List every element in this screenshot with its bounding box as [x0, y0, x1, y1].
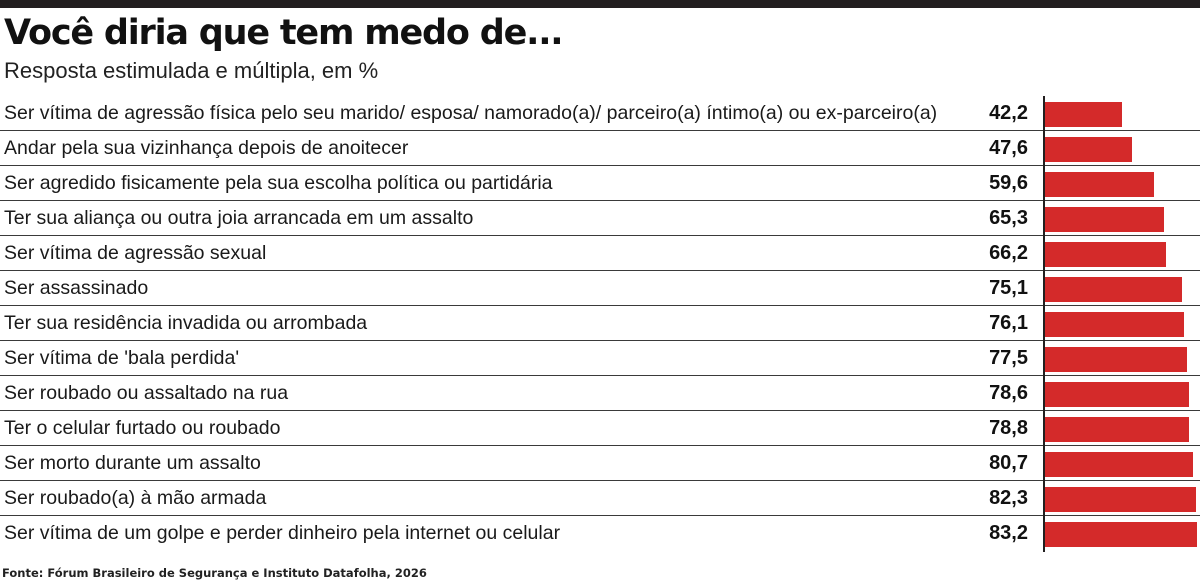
table-row [0, 376, 1200, 411]
category-label: Ser vítima de agressão sexual [4, 242, 267, 264]
table-row [0, 411, 1200, 446]
bar [1045, 347, 1187, 372]
bar [1045, 172, 1154, 197]
bar [1045, 242, 1166, 267]
category-label: Ser vítima de agressão física pelo seu marido/ esposa/ namorado(a)/ parceiro(a) íntimo(a) ou ex-parceiro(a) [4, 102, 938, 124]
table-row [0, 96, 1200, 131]
category-label: Ser assassinado [4, 277, 149, 299]
bar [1045, 102, 1122, 127]
data-label: 76,1 [989, 312, 1028, 334]
data-label: 75,1 [989, 277, 1028, 299]
chart-title: Você diria que tem medo de... [4, 13, 563, 53]
bar [1045, 277, 1182, 302]
data-label: 77,5 [989, 347, 1028, 369]
table-row [0, 516, 1200, 551]
category-label: Ter o celular furtado ou roubado [4, 417, 281, 439]
data-label: 65,3 [989, 207, 1028, 229]
table-row [0, 306, 1200, 341]
category-label: Ser morto durante um assalto [4, 452, 261, 474]
table-row [0, 166, 1200, 201]
category-label: Ser agredido fisicamente pela sua escolha política ou partidária [4, 172, 553, 194]
data-label: 59,6 [989, 172, 1028, 194]
bar [1045, 207, 1164, 232]
data-label: 80,7 [989, 452, 1028, 474]
data-label: 47,6 [989, 137, 1028, 159]
category-label: Ser roubado ou assaltado na rua [4, 382, 289, 404]
category-label: Ter sua residência invadida ou arrombada [4, 312, 368, 334]
category-label: Ter sua aliança ou outra joia arrancada em um assalto [4, 207, 474, 229]
chart-subtitle: Resposta estimulada e múltipla, em % [4, 58, 379, 83]
table-row [0, 201, 1200, 236]
chart-table [0, 96, 1200, 551]
top-rule [0, 0, 1200, 8]
table-row [0, 341, 1200, 376]
bar [1045, 452, 1193, 477]
table-row [0, 271, 1200, 306]
data-label: 78,6 [989, 382, 1028, 404]
bar [1045, 417, 1189, 442]
table-row [0, 446, 1200, 481]
bar [1045, 312, 1184, 337]
bar [1045, 522, 1197, 547]
data-label: 82,3 [989, 487, 1028, 509]
category-label: Andar pela sua vizinhança depois de anoitecer [4, 137, 409, 159]
data-label: 42,2 [989, 102, 1028, 124]
category-label: Ser roubado(a) à mão armada [4, 487, 267, 509]
table-row [0, 236, 1200, 271]
table-row [0, 481, 1200, 516]
category-label: Ser vítima de 'bala perdida' [4, 347, 240, 369]
data-label: 83,2 [989, 522, 1028, 544]
bar [1045, 137, 1132, 162]
table-row [0, 131, 1200, 166]
bar [1045, 487, 1196, 512]
bar [1045, 382, 1189, 407]
category-label: Ser vítima de um golpe e perder dinheiro pela internet ou celular [4, 522, 561, 544]
source-note: Fonte: Fórum Brasileiro de Segurança e Instituto Datafolha, 2026 [2, 566, 427, 580]
data-label: 66,2 [989, 242, 1028, 264]
data-label: 78,8 [989, 417, 1028, 439]
